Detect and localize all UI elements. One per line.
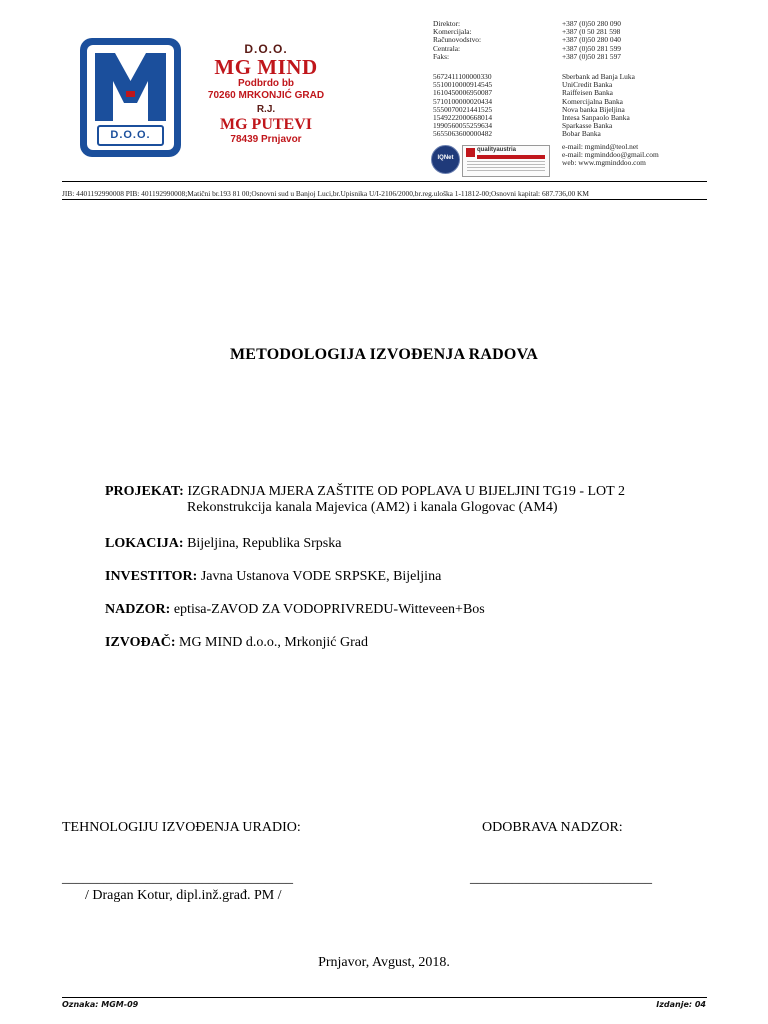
right-signature-heading: ODOBRAVA NADZOR: — [482, 820, 623, 835]
footer-edition: Izdanje: 04 — [656, 1000, 706, 1009]
project-field — [105, 484, 625, 500]
web-line: web: www.mgminddoo.com — [562, 158, 646, 168]
company-block — [194, 42, 338, 146]
left-signatory-name: / Dragan Kotur, dipl.inž.građ. PM / — [85, 888, 282, 903]
contact-label: Računovodstvo: — [433, 35, 482, 45]
bank-name: Nova banka Bijeljina — [562, 104, 625, 114]
quality-label: qualityaustria — [477, 147, 517, 153]
contractor-value: MG MIND d.o.o., Mrkonjić Grad — [179, 635, 368, 650]
phone-number: +387 (0)50 280 040 — [562, 35, 621, 45]
phone-number: +387 (0)50 281 599 — [562, 43, 621, 53]
cert-fine-print — [467, 161, 545, 173]
bank-names — [562, 73, 635, 139]
location-field — [105, 536, 341, 552]
place-date: Prnjavor, Avgust, 2018. — [318, 955, 450, 970]
cert-bar — [477, 155, 545, 159]
project-value: IZGRADNJA MJERA ZAŠTITE OD POPLAVA U BIJELJINI TG19 - LOT 2 — [187, 484, 625, 499]
company-logo — [82, 40, 179, 155]
logo-m-icon — [93, 51, 168, 123]
contact-label: Centrala: — [433, 43, 461, 53]
account-number: 1990560055259634 — [433, 121, 493, 131]
contact-label: Faks: — [433, 51, 450, 61]
contractor-label: IZVOĐAČ: — [105, 635, 176, 650]
investor-field — [105, 569, 441, 585]
footer-rule — [62, 997, 707, 998]
company-address: Podbrdo bb — [237, 78, 295, 89]
bank-name: Bobar Banka — [562, 129, 601, 139]
company-city: 70260 MRKONJIĆ GRAD — [207, 90, 325, 101]
left-signature-line: _________________________________ — [62, 871, 293, 886]
contractor-field — [105, 635, 368, 651]
email-line: e-mail: mgmind@teol.net — [562, 142, 639, 151]
account-number: 5510010000914545 — [433, 80, 493, 90]
location-value: Bijeljina, Republika Srpska — [187, 536, 342, 551]
bank-name: Sberbank ad Banja Luka — [562, 72, 635, 81]
project-label: PROJEKAT: — [105, 484, 184, 499]
location-label: LOKACIJA: — [105, 536, 184, 551]
quality-mark-icon — [466, 148, 475, 157]
iqnet-cert-icon — [431, 145, 460, 174]
footer-designation: Oznaka: MGM-09 — [62, 1000, 139, 1009]
phone-number: +387 (0)50 280 090 — [562, 19, 621, 28]
account-number: 5550070021441525 — [433, 104, 493, 114]
company-branch: MG PUTEVI — [220, 116, 312, 133]
iqnet-label: IQNet — [437, 155, 454, 161]
phone-number: +387 (0 50 281 598 — [562, 27, 621, 37]
supervision-label: NADZOR: — [105, 602, 171, 617]
account-number: 1610450006950087 — [433, 88, 493, 98]
bank-name: Intesa Sanpaolo Banka — [562, 113, 630, 123]
bank-name: Raiffeisen Banka — [562, 88, 613, 98]
company-name: MG MIND — [214, 55, 318, 79]
bank-name: UniCredit Banka — [562, 80, 613, 90]
bank-name: Komercijalna Banka — [562, 96, 623, 106]
company-doo: D.O.O. — [244, 42, 288, 56]
registration-line: JIB: 4401192990008 PIB: 401192990008;Matični br.193 81 00;Osnovni sud u Banjoj Luci,br.Upisnika U/I-2106/2000,br.reg.uloška 1-11812-00;Osnovni kapital: 687.736,00 KM — [62, 189, 589, 198]
contact-label: Komercijala: — [433, 27, 472, 37]
phone-number: +387 (0)50 281 597 — [562, 51, 621, 61]
company-branch-city: 78439 Prnjavor — [230, 134, 302, 145]
quality-austria-cert-icon — [462, 145, 550, 177]
account-number: 1549222000668014 — [433, 113, 493, 123]
account-number: 5672411100000330 — [433, 72, 492, 81]
right-signature-line: __________________________ — [470, 871, 652, 886]
supervision-value: eptisa-ZAVOD ZA VODOPRIVREDU-Witteveen+Bos — [173, 602, 485, 617]
supervision-field — [105, 602, 485, 618]
header-rule-top — [62, 181, 707, 182]
logo-badge: D.O.O. — [97, 125, 164, 146]
account-number: 5710100000020434 — [433, 96, 493, 106]
contact-label: Direktor: — [433, 19, 461, 28]
investor-value: Javna Ustanova VODE SRPSKE, Bijeljina — [200, 569, 442, 584]
company-rj: R.J. — [256, 104, 276, 115]
bank-name: Sparkasse Banka — [562, 121, 613, 131]
email-block — [562, 143, 659, 168]
bank-accounts — [433, 73, 492, 139]
investor-label: INVESTITOR: — [105, 569, 198, 584]
contact-labels — [433, 20, 481, 61]
contact-values — [562, 20, 621, 61]
left-signature-heading: TEHNOLOGIJU IZVOĐENJA URADIO: — [62, 820, 301, 835]
header-rule-bottom — [62, 199, 707, 200]
logo-inner — [87, 45, 174, 150]
email-line: e-mail: mgminddoo@gmail.com — [562, 150, 659, 160]
document-title: METODOLOGIJA IZVOĐENJA RADOVA — [229, 346, 539, 363]
project-value-2: Rekonstrukcija kanala Majevica (AM2) i kanala Glogovac (AM4) — [187, 500, 558, 515]
account-number: 5655063600000482 — [433, 129, 493, 139]
